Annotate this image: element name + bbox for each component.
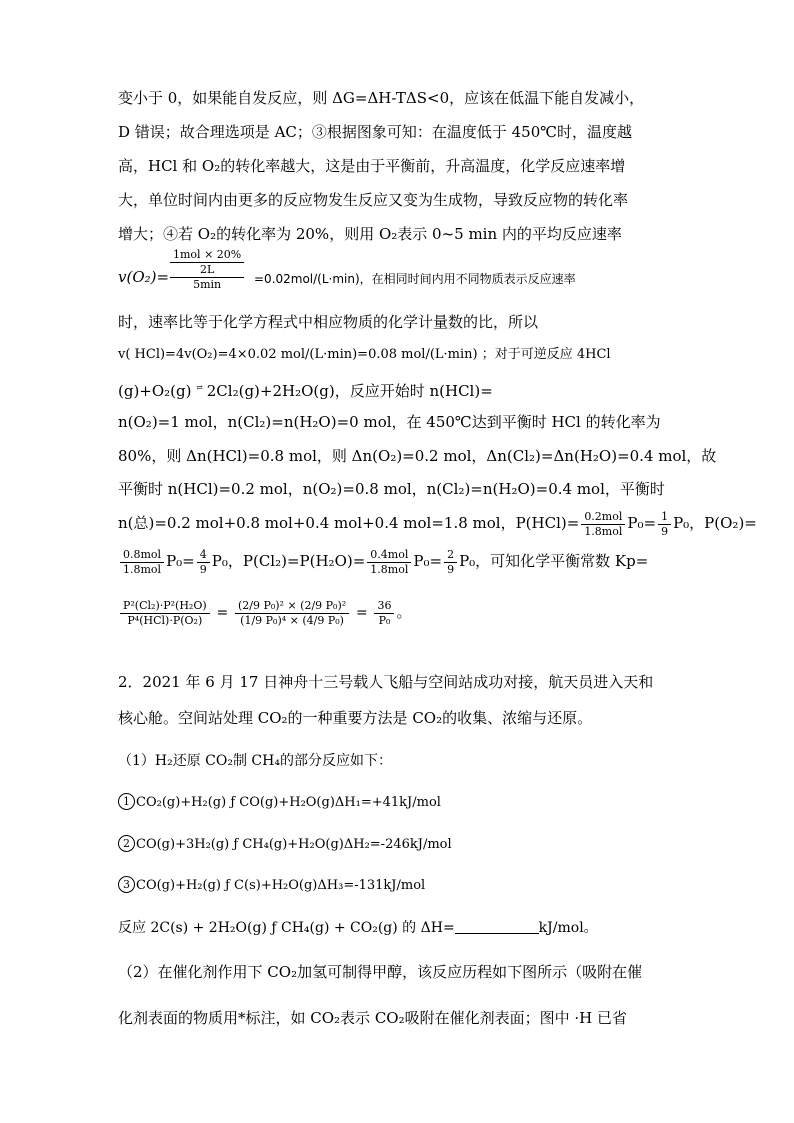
reaction-2 [118,835,452,855]
frac-den: 9 [199,562,207,576]
rate-lhs: v(O₂)= [118,268,170,286]
frac-num: 0.2mol [581,510,625,525]
text-span: P₀，可知化学平衡常数 Kp= [459,552,649,570]
question-2-part-1: （1）H₂还原 CO₂制 CH₄的部分反应如下： [118,753,392,769]
frac-den: 9 [447,562,455,576]
partial-pressure-line-2 [118,546,648,577]
eq-left: (g)+O₂(g) [118,382,192,400]
frac-num: 36 [374,599,394,614]
text-span: P₀= [627,514,657,532]
frac-den: 1.8mol [584,524,623,538]
text-span: 反应 2C(s) + 2H₂O(g) ƒ CH₄(g) + CO₂(g) 的 ΔH= [118,920,455,936]
equals-sign: = [355,605,368,621]
rate-time: 5min [193,278,222,291]
text-line: D 错误；故合理选项是 AC；③根据图象可知：在温度低于 450℃时，温度越 [118,123,633,141]
frac-den: 9 [661,524,669,538]
frac-num: (2/9 P₀)² × (2/9 P₀)² [235,599,349,614]
question-2-part-2-line-1: （2）在催化剂作用下 CO₂加氢可制得甲醇，该反应历程如下图所示（吸附在催 [118,963,643,981]
frac-num: 2 [444,548,457,563]
circled-number: 1 [118,793,135,810]
kp-expression [118,592,411,633]
question-2-line-1: 2．2021 年 6 月 17 日神舟十三号载人飞船与空间站成功对接，航天员进入天和 [118,673,654,691]
rate-fraction [170,248,244,292]
circled-number: 3 [118,876,135,893]
frac-den: P₀ [378,613,391,627]
rate-volume: 2L [170,263,244,278]
reaction-text: CO(g)+H₂(g) ƒ C(s)+H₂O(g)ΔH₃=-131kJ/mol [136,878,426,893]
text-span: P₀= [413,552,443,570]
reaction-1 [118,793,441,813]
frac-num: P²(Cl₂)·P²(H₂O) [120,599,210,614]
frac-den: P⁴(HCl)·P(O₂) [127,613,203,627]
text-span: P₀，P(Cl₂)=P(H₂O)= [211,552,366,570]
rate-numerator: 1mol × 20% [170,248,244,263]
text-span: kJ/mol。 [538,920,598,936]
question-2-part-2-line-2: 化剂表面的物质用*标注，如 CO₂表示 CO₂吸附在催化剂表面；图中 ·H 已省 [118,1009,627,1027]
text-line: 80%，则 Δn(HCl)=0.8 mol，则 Δn(O₂)=0.2 mol，Δn(Cl₂)=Δn(H₂O)=0.4 mol，故 [118,447,717,465]
text-line: 平衡时 n(HCl)=0.2 mol，n(O₂)=0.8 mol，n(Cl₂)=n(H₂O)=0.4 mol，平衡时 [118,480,665,498]
frac-num: 1 [658,510,671,525]
reaction-text: CO₂(g)+H₂(g) ƒ CO(g)+H₂O(g)ΔH₁=+41kJ/mol [136,795,441,810]
reaction-text: CO(g)+3H₂(g) ƒ CH₄(g)+H₂O(g)ΔH₂=-246kJ/mol [136,837,452,852]
text-line: 时，速率比等于化学方程式中相应物质的化学计量数的比，所以 [118,313,539,331]
question-2-line-2: 核心舱。空间站处理 CO₂的一种重要方法是 CO₂的收集、浓缩与还原。 [118,709,593,727]
frac-num: 4 [197,548,210,563]
text-span: P₀，P(O₂)= [673,514,757,532]
text-line: v( HCl)=4v(O₂)=4×0.02 mol/(L·min)=0.08 mol/(L·min) ；对于可逆反应 4HCl [118,347,611,362]
frac-den: (1/9 P₀)⁴ × (4/9 P₀) [240,613,344,627]
frac-den: 1.8mol [123,562,162,576]
frac-den: 1.8mol [370,562,409,576]
frac-num: 0.8mol [120,548,164,563]
kp-definition [120,599,210,628]
text-span: n(总)=0.2 mol+0.8 mol+0.4 mol+0.4 mol=1.8 mol，P(HCl)= [118,514,580,532]
text-line: 高，HCl 和 O₂的转化率越大，这是由于平衡前，升高温度，化学反应速率增 [118,157,626,175]
equals-sign: = [216,605,229,621]
text-span: 。 [396,603,412,621]
text-line: n(O₂)=1 mol，n(Cl₂)=n(H₂O)=0 mol，在 450℃达到平衡时 HCl 的转化率为 [118,413,661,431]
circled-number: 2 [118,835,135,852]
kp-substitution [235,599,349,628]
equilibrium-line [118,378,493,401]
reaction-target [118,918,598,938]
reversible-arrow-icon: ⇌ [196,383,202,392]
kp-result [374,599,394,628]
reaction-3 [118,876,425,896]
text-line: 增大；④若 O₂的转化率为 20%，则用 O₂表示 0~5 min 内的平均反应速率 [118,225,622,243]
text-line: 大，单位时间内由更多的反应物发生反应又变为生成物，导致反应物的转化率 [118,191,629,209]
rate-rhs: =0.02mol/(L·min)，在相同时间内用不同物质表示反应速率 [254,272,576,286]
text-span: P₀= [166,552,195,570]
partial-pressure-line-1 [118,508,757,539]
frac-num: 0.4mol [367,548,411,563]
eq-right: 2Cl₂(g)+2H₂O(g)，反应开始时 n(HCl)= [206,382,493,400]
answer-blank[interactable] [455,919,539,934]
text-line: 变小于 0，如果能自发反应，则 ΔG=ΔH-TΔS<0，应该在低温下能自发减小， [118,89,645,107]
